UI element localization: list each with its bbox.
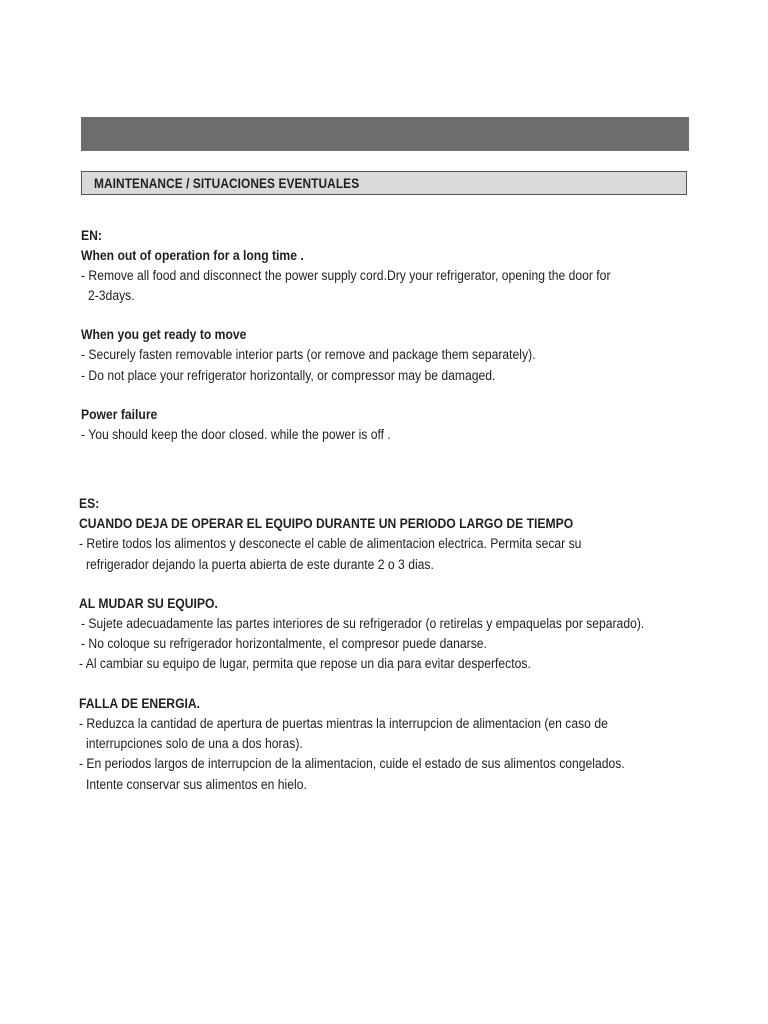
en-heading-power-failure: Power failure [81, 407, 158, 422]
es-text-line: - Al cambiar su equipo de lugar, permita que repose un dia para evitar desperfectos. [79, 656, 531, 671]
en-text-line: - Remove all food and disconnect the power supply cord.Dry your refrigerator, opening the door for [81, 268, 611, 283]
en-heading-long-time: When out of operation for a long time . [81, 248, 304, 263]
lang-label-es: ES: [79, 496, 100, 511]
en-text-line: 2-3days. [88, 288, 135, 303]
es-heading-falla-energia: FALLA DE ENERGIA. [79, 696, 201, 711]
es-heading-periodo-largo: CUANDO DEJA DE OPERAR EL EQUIPO DURANTE UN PERIODO LARGO DE TIEMPO [79, 516, 574, 531]
lang-label-en: EN: [81, 228, 102, 243]
es-text-line: interrupciones solo de una a dos horas). [86, 736, 303, 751]
en-heading-move: When you get ready to move [81, 327, 247, 342]
en-text-line: - Do not place your refrigerator horizontally, or compressor may be damaged. [81, 368, 496, 383]
es-text-line: refrigerador dejando la puerta abierta de este durante 2 o 3 dias. [86, 557, 434, 572]
es-text-line: - Retire todos los alimentos y desconecte el cable de alimentacion electrica. Permita secar su [79, 536, 582, 551]
es-text-line: - Reduzca la cantidad de apertura de puertas mientras la interrupcion de alimentacion (en caso de [79, 716, 608, 731]
en-text-line: - Securely fasten removable interior parts (or remove and package them separately). [81, 347, 536, 362]
section-header [81, 171, 687, 195]
es-text-line: - En periodos largos de interrupcion de la alimentacion, cuide el estado de sus alimentos congelados. [79, 756, 625, 771]
section-title: MAINTENANCE / SITUACIONES EVENTUALES [94, 176, 360, 191]
es-text-line: Intente conservar sus alimentos en hielo. [86, 777, 307, 792]
en-text-line: - You should keep the door closed. while the power is off . [81, 427, 391, 442]
es-text-line: - Sujete adecuadamente las partes interiores de su refrigerador (o retirelas y empaquelas por separado). [81, 616, 645, 631]
es-text-line: - No coloque su refrigerador horizontalmente, el compresor puede danarse. [81, 636, 487, 651]
es-heading-mudar: AL MUDAR SU EQUIPO. [79, 596, 218, 611]
top-banner-bar [81, 117, 689, 151]
